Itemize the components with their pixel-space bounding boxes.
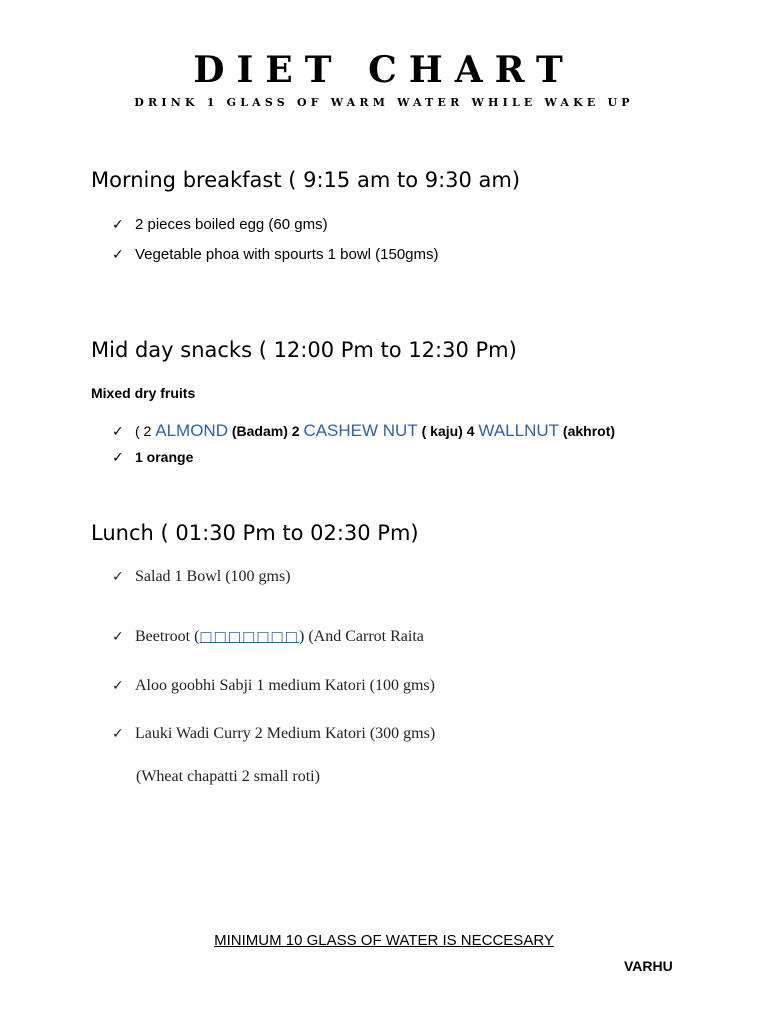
nuts-text-1: ( 2 — [135, 423, 156, 439]
snacks-heading: Mid day snacks ( 12:00 Pm to 12:30 Pm) — [91, 338, 517, 362]
item-text: Aloo goobhi Sabji 1 medium Katori (100 gms) — [135, 677, 435, 694]
check-icon: ✓ — [112, 726, 124, 742]
lunch-heading: Lunch ( 01:30 Pm to 02:30 Pm) — [91, 521, 419, 545]
check-icon: ✓ — [112, 450, 124, 466]
lunch-item-lauki — [112, 724, 435, 744]
page-title: DIET CHART — [193, 49, 575, 91]
breakfast-item-phoa — [112, 245, 439, 265]
beetroot-hindi-link[interactable]: □□□□□□□ — [199, 629, 300, 645]
check-icon: ✓ — [112, 569, 124, 585]
nuts-text-2: (Badam) 2 — [227, 423, 304, 439]
lunch-item-beetroot — [112, 627, 424, 647]
cashew-label: CASHEW NUT — [303, 421, 418, 440]
lunch-item-salad — [112, 567, 291, 587]
check-icon: ✓ — [112, 247, 124, 263]
nuts-text-3: ( kaju) 4 — [417, 423, 479, 439]
beetroot-prefix: Beetroot ( — [135, 628, 200, 645]
breakfast-heading: Morning breakfast ( 9:15 am to 9:30 am) — [91, 168, 521, 192]
water-notice: MINIMUM 10 GLASS OF WATER IS NECCESARY — [214, 932, 554, 949]
nuts-text-4: (akhrot) — [559, 423, 616, 439]
breakfast-item-egg — [112, 215, 328, 235]
item-text: Vegetable phoa with spourts 1 bowl (150gms) — [135, 246, 439, 263]
check-icon: ✓ — [112, 424, 124, 440]
lunch-note: (Wheat chapatti 2 small roti) — [136, 768, 320, 785]
item-text: Salad 1 Bowl (100 gms) — [135, 568, 291, 585]
beetroot-suffix: ) (And Carrot Raita — [299, 628, 424, 645]
check-icon: ✓ — [112, 678, 124, 694]
item-text: 2 pieces boiled egg (60 gms) — [135, 216, 328, 233]
snacks-subheading: Mixed dry fruits — [91, 385, 196, 401]
item-text: 1 orange — [135, 449, 194, 465]
check-icon: ✓ — [112, 629, 124, 645]
item-text: Lauki Wadi Curry 2 Medium Katori (300 gms) — [135, 725, 436, 742]
snacks-item-nuts — [112, 421, 615, 442]
almond-label: ALMOND — [155, 421, 228, 440]
wallnut-label: WALLNUT — [478, 421, 560, 440]
page-subtitle: DRINK 1 GLASS OF WARM WATER WHILE WAKE UP — [134, 96, 634, 109]
lunch-item-aloo — [112, 676, 435, 696]
check-icon: ✓ — [112, 217, 124, 233]
signature: VARHU — [624, 958, 673, 974]
snacks-item-orange — [112, 447, 193, 468]
